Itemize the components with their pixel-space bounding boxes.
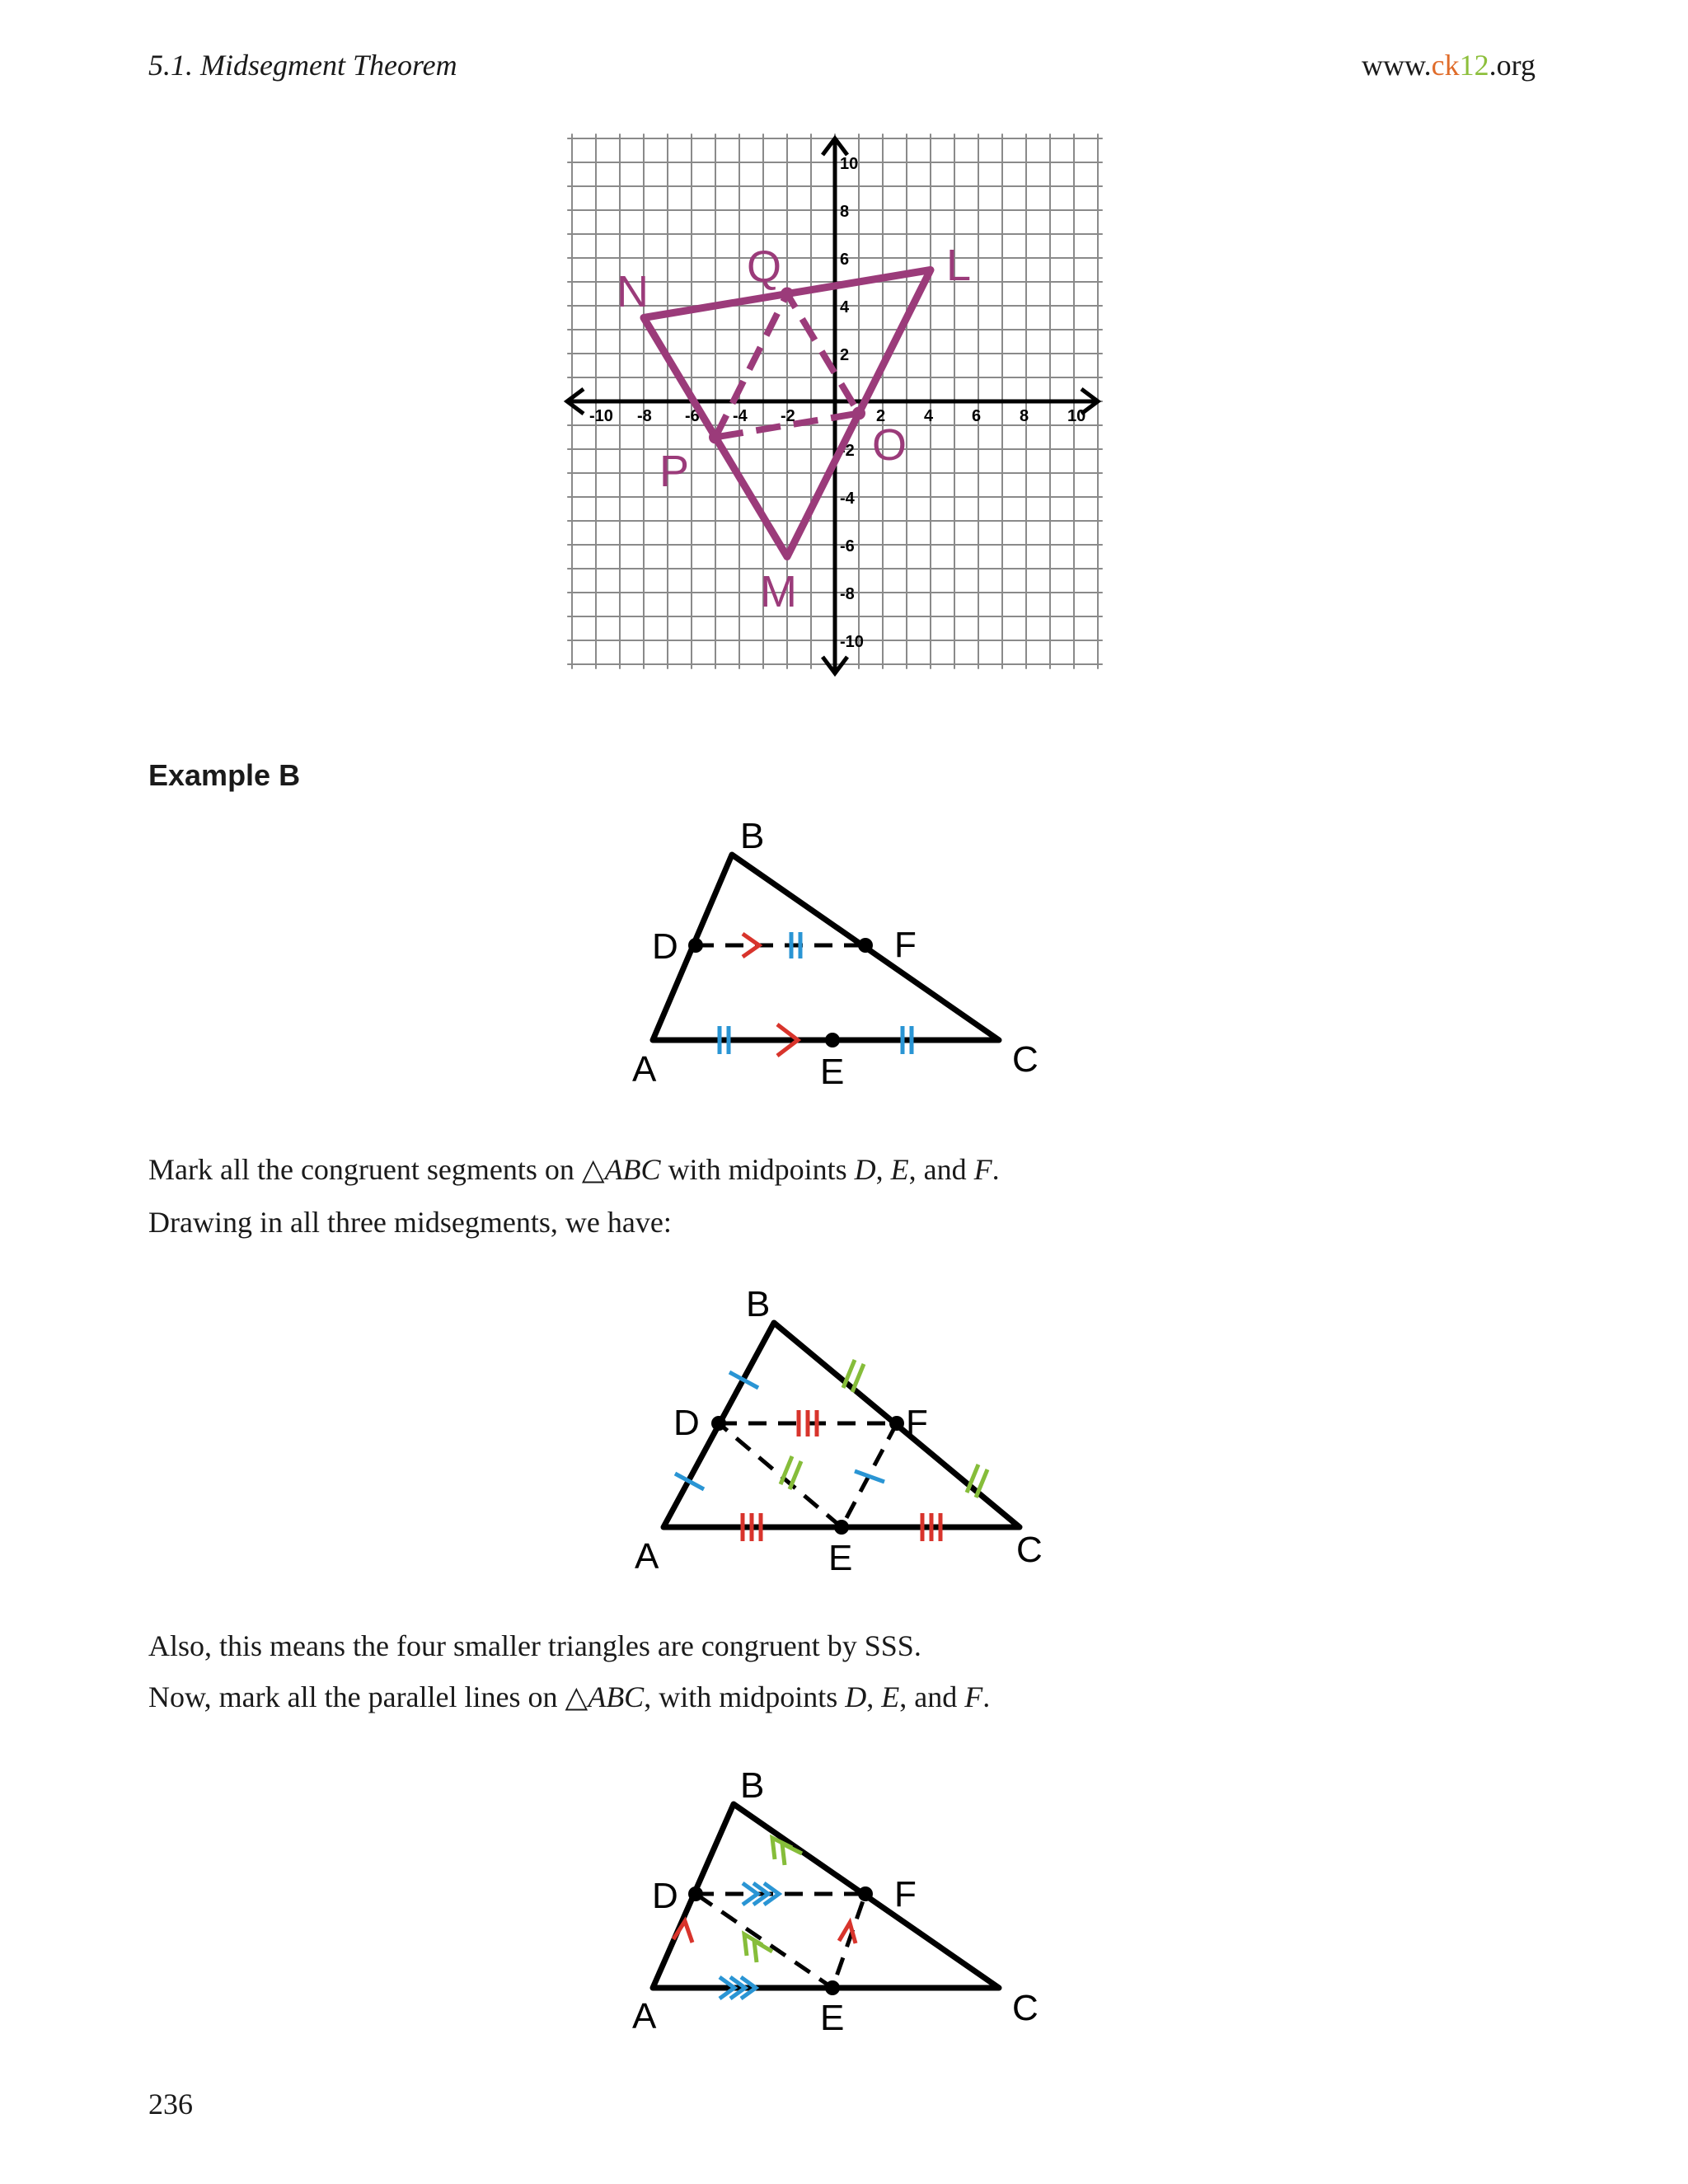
point-q (781, 288, 794, 301)
paragraph-midsegments: Drawing in all three midsegments, we have: (148, 1206, 672, 1239)
x-tick-label: -6 (685, 407, 700, 425)
y-tick-label: 4 (840, 298, 850, 316)
y-tick-label: 8 (840, 203, 850, 221)
paragraph-congruent-segments: Mark all the congruent segments on △ABC with midpoints D, E, and F. (148, 1153, 1000, 1186)
point-d (688, 938, 703, 953)
triple-arrow-marks (720, 1883, 779, 1999)
label-f: F (906, 1403, 928, 1443)
label-f: F (894, 1874, 917, 1915)
x-tick-label: 10 (1067, 407, 1086, 425)
site-12: 12 (1459, 49, 1489, 82)
point-p (709, 431, 722, 444)
label-l: L (946, 241, 972, 290)
running-header-site[interactable] (1362, 48, 1536, 82)
label-n: N (617, 267, 649, 316)
x-tick-label: -2 (781, 407, 795, 425)
y-tick-label: -10 (840, 633, 864, 651)
coordinate-graph (552, 132, 1113, 692)
label-d: D (652, 1876, 678, 1916)
single-arrow-marks (673, 1921, 856, 1943)
label-f: F (894, 925, 917, 965)
paragraph-parallel-lines: Now, mark all the parallel lines on △ABC, with midpoints D, E, and F. (148, 1680, 991, 1713)
triangle-figure-2 (622, 1282, 1051, 1578)
label-b: B (740, 816, 765, 856)
site-prefix: www. (1362, 49, 1432, 82)
x-tick-label: 6 (972, 407, 982, 425)
label-d: D (673, 1403, 700, 1443)
label-b: B (740, 1765, 765, 1806)
point-e (825, 1980, 840, 1995)
example-heading: Example B (148, 758, 301, 792)
point-o (852, 407, 865, 420)
site-suffix: .org (1489, 49, 1536, 82)
x-tick-label: -4 (733, 407, 748, 425)
page-number: 236 (148, 2088, 193, 2121)
label-d: D (652, 926, 678, 967)
site-ck: ck (1431, 49, 1460, 82)
point-f (858, 1886, 873, 1901)
point-e (825, 1033, 840, 1047)
y-tick-label: 6 (840, 251, 850, 269)
label-a: A (635, 1536, 659, 1577)
label-b: B (746, 1284, 771, 1324)
label-o: O (872, 420, 907, 470)
x-tick-label: 8 (1020, 407, 1029, 425)
point-d (711, 1416, 726, 1431)
label-c: C (1012, 1039, 1039, 1080)
label-e: E (820, 1998, 845, 2038)
label-a: A (632, 1049, 657, 1090)
label-p: P (659, 447, 690, 496)
running-header-section: 5.1. Midsegment Theorem (148, 49, 457, 82)
label-e: E (820, 1052, 845, 1092)
x-tick-label: -10 (589, 407, 613, 425)
triangle-figure-3 (622, 1760, 1051, 2040)
label-c: C (1016, 1530, 1043, 1570)
label-e: E (828, 1538, 853, 1578)
label-q: Q (747, 242, 782, 292)
triangle-figure-1 (622, 812, 1051, 1092)
point-f (889, 1416, 904, 1431)
point-f (858, 938, 873, 953)
point-d (688, 1886, 703, 1901)
x-tick-label: -8 (637, 407, 652, 425)
x-tick-label: 2 (876, 407, 886, 425)
parallel-mark-df (743, 934, 759, 957)
point-e (834, 1520, 849, 1535)
label-a: A (632, 1996, 657, 2036)
y-tick-label: 2 (840, 346, 850, 364)
paragraph-sss: Also, this means the four smaller triangles are congruent by SSS. (148, 1629, 921, 1662)
label-m: M (760, 567, 797, 616)
x-tick-label: 4 (924, 407, 934, 425)
y-tick-label: -4 (840, 490, 855, 508)
label-c: C (1012, 1988, 1039, 2028)
y-tick-label: -2 (840, 442, 855, 460)
y-tick-label: -6 (840, 537, 855, 555)
y-tick-label: 10 (840, 155, 859, 173)
y-tick-label: -8 (840, 585, 855, 603)
